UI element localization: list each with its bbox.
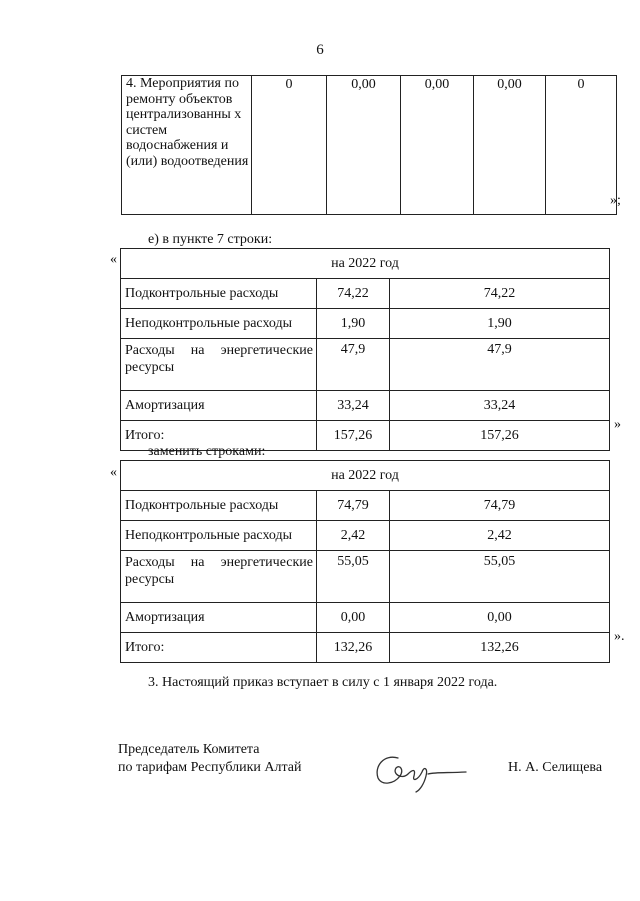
row-label: Итого: — [121, 633, 317, 663]
row-value: 74,22 — [317, 279, 390, 309]
signatory-title-line1: Председатель Комитета — [118, 742, 260, 757]
table-header-row — [121, 249, 610, 279]
row-label: Расходы на энергетические ресурсы — [121, 339, 317, 391]
table-header-row — [121, 461, 610, 491]
table-row — [121, 521, 610, 551]
row-label: Расходы на энергетические ресурсы — [121, 551, 317, 603]
paragraph-3: 3. Настоящий приказ вступает в силу с 1 января 2022 года. — [148, 675, 498, 690]
close-quote: » — [614, 417, 621, 432]
row-label: Амортизация — [121, 391, 317, 421]
row-value: 0,00 — [390, 603, 610, 633]
measures-table — [121, 75, 617, 215]
row-value: 55,05 — [317, 551, 390, 603]
row-value: 157,26 — [390, 421, 610, 451]
signatory-name: Н. А. Селищева — [508, 760, 603, 775]
row-value: 1,90 — [390, 309, 610, 339]
row-value: 132,26 — [317, 633, 390, 663]
value-cell: 0 — [546, 76, 617, 215]
table-row — [121, 633, 610, 663]
row-value: 132,26 — [390, 633, 610, 663]
value-cell: 0,00 — [401, 76, 474, 215]
value-cell: 0,00 — [327, 76, 401, 215]
signatory-title-line2: по тарифам Республики Алтай — [118, 760, 302, 775]
table-row — [121, 279, 610, 309]
row-label: Подконтрольные расходы — [121, 279, 317, 309]
value-cell: 0,00 — [474, 76, 546, 215]
row-label: Неподконтрольные расходы — [121, 521, 317, 551]
row-value: 0,00 — [317, 603, 390, 633]
row-value: 74,79 — [317, 491, 390, 521]
row-label: Итого: — [121, 421, 317, 451]
row-value: 1,90 — [317, 309, 390, 339]
instruction-text: е) в пункте 7 строки: — [148, 232, 273, 247]
closing-quote: »; — [610, 193, 621, 208]
year-header: на 2022 год — [121, 249, 610, 279]
handwritten-signature — [370, 746, 470, 794]
open-quote: « — [110, 465, 117, 480]
row-value: 47,9 — [390, 339, 610, 391]
row-value: 74,22 — [390, 279, 610, 309]
tariff-table-new — [120, 460, 610, 663]
row-label: Подконтрольные расходы — [121, 491, 317, 521]
row-value: 2,42 — [390, 521, 610, 551]
row-label: Амортизация — [121, 603, 317, 633]
table-row — [121, 309, 610, 339]
table-row — [121, 339, 610, 391]
row-value: 33,24 — [390, 391, 610, 421]
value-cell: 0 — [252, 76, 327, 215]
table-row — [121, 603, 610, 633]
table-row — [121, 551, 610, 603]
row-value: 55,05 — [390, 551, 610, 603]
table-row — [121, 391, 610, 421]
table-row — [122, 76, 617, 215]
measure-name-cell: 4. Мероприятия по ремонту объектов централизованны х систем водоснабжения и (или) водоотведения — [122, 76, 252, 215]
row-label: Неподконтрольные расходы — [121, 309, 317, 339]
row-value: 157,26 — [317, 421, 390, 451]
page-number: 6 — [316, 42, 324, 58]
tariff-table-old — [120, 248, 610, 451]
open-quote: « — [110, 252, 117, 267]
close-quote: ». — [614, 629, 625, 644]
row-value: 47,9 — [317, 339, 390, 391]
row-value: 74,79 — [390, 491, 610, 521]
instruction-text: заменить строками: — [148, 444, 266, 459]
row-value: 2,42 — [317, 521, 390, 551]
table-row — [121, 491, 610, 521]
row-value: 33,24 — [317, 391, 390, 421]
year-header: на 2022 год — [121, 461, 610, 491]
